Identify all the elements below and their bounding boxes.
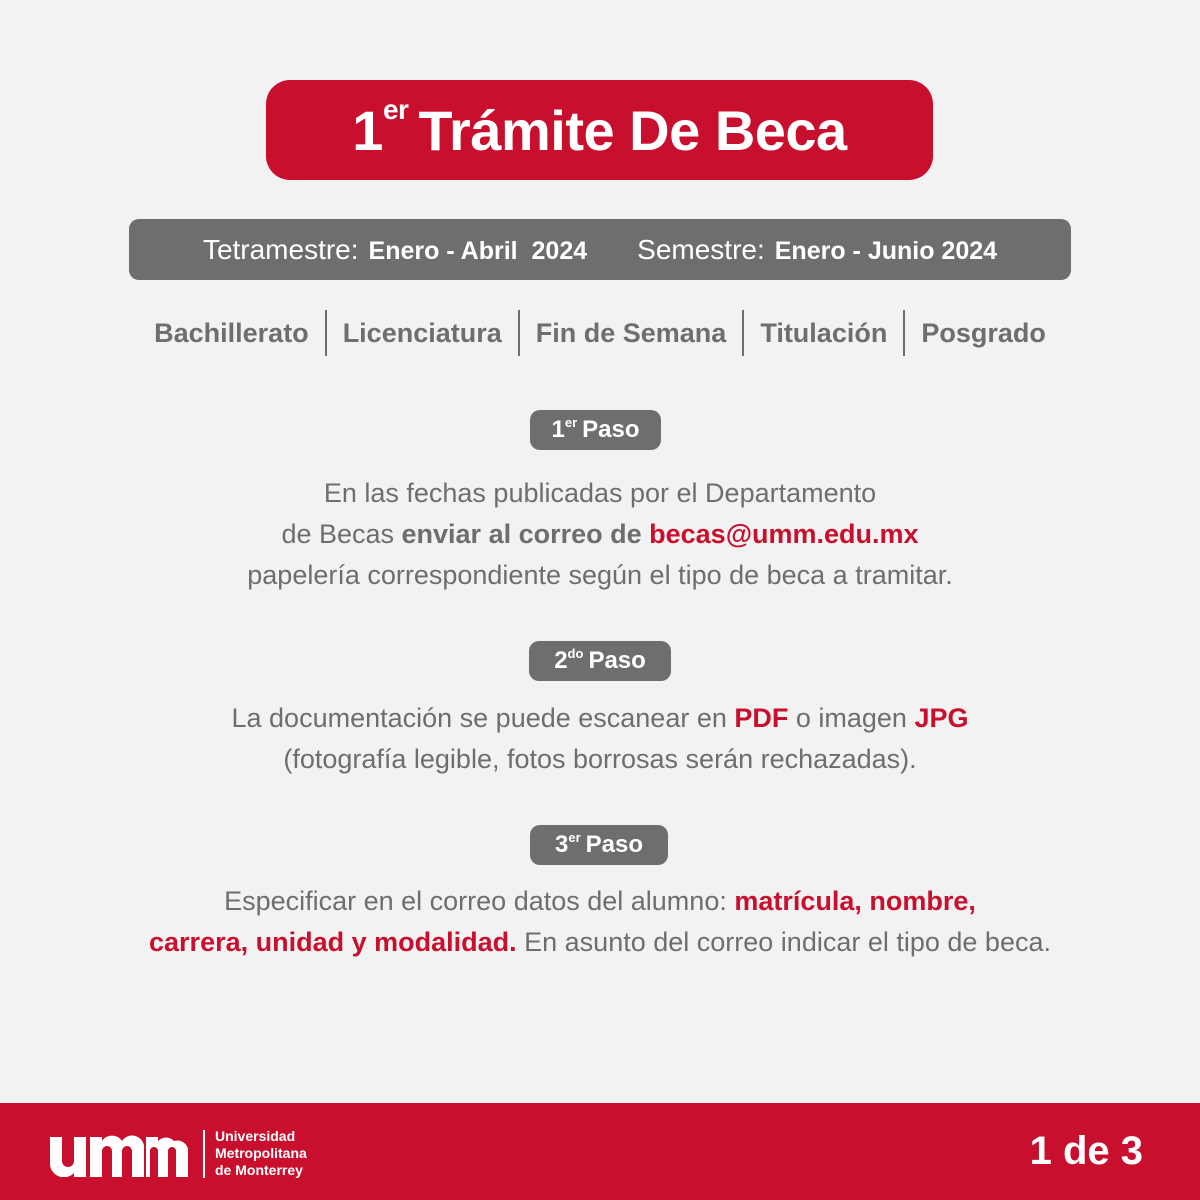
- text-plain: Especificar en el correo datos del alumno:: [224, 886, 735, 916]
- text-highlight: matrícula, nombre,: [734, 886, 976, 916]
- period-tetramestre: [203, 234, 587, 266]
- text-highlight: carrera, unidad y modalidad.: [149, 927, 517, 957]
- step-1-badge: [530, 410, 661, 450]
- academic-levels: [95, 310, 1105, 356]
- university-name-line: Metropolitana: [215, 1145, 307, 1161]
- step-label: Paso: [588, 647, 646, 674]
- step-1-line-3: papelería correspondiente según el tipo de beca a tramitar.: [247, 560, 953, 590]
- title-number: 1: [352, 98, 383, 162]
- step-number: 1: [551, 416, 565, 443]
- step-2-line-1: [40, 698, 1160, 739]
- step-label: Paso: [582, 416, 640, 443]
- period-value: Enero - Junio 2024: [774, 236, 998, 265]
- step-ordinal: er: [564, 414, 578, 430]
- page-indicator: 1 de 3: [1029, 1129, 1143, 1173]
- title-text: Trámite De Beca: [418, 98, 847, 162]
- period-bar: [129, 219, 1071, 280]
- step-3-badge: [530, 825, 668, 865]
- step-number: 2: [554, 647, 568, 674]
- text-plain: de Becas: [281, 519, 402, 549]
- level-fin-de-semana: Fin de Semana: [535, 317, 727, 348]
- step-1-text: [40, 473, 1160, 596]
- title-ordinal: er: [382, 94, 409, 125]
- period-label: Tetramestre:: [202, 233, 359, 265]
- page-title: [266, 80, 933, 180]
- step-3-line-1: [40, 881, 1160, 922]
- step-2-text: [40, 698, 1160, 780]
- step-2-line-2: (fotografía legible, fotos borrosas serán rechazadas).: [283, 744, 917, 774]
- step-2-badge: [529, 641, 671, 681]
- period-semestre: [637, 234, 997, 266]
- step-1-line-1: En las fechas publicadas por el Departamento: [323, 478, 877, 508]
- logo-divider: [203, 1130, 205, 1178]
- email-address[interactable]: becas@umm.edu.mx: [649, 519, 919, 549]
- footer-bar: [0, 1103, 1200, 1200]
- text-plain: En asunto del correo indicar el tipo de beca.: [516, 927, 1051, 957]
- text-plain: o imagen: [788, 703, 915, 733]
- step-number: 3: [554, 831, 569, 858]
- university-name-line: de Monterrey: [215, 1162, 303, 1178]
- level-licenciatura: Licenciatura: [342, 317, 502, 348]
- step-ordinal: er: [568, 829, 581, 845]
- format-jpg: JPG: [914, 703, 969, 733]
- university-name: [215, 1128, 307, 1179]
- text-plain: La documentación se puede escanear en: [231, 703, 735, 733]
- step-1-line-2: [40, 514, 1160, 555]
- format-pdf: PDF: [734, 703, 789, 733]
- university-name-line: Universidad: [215, 1128, 296, 1144]
- step-label: Paso: [585, 831, 644, 858]
- step-ordinal: do: [567, 645, 584, 661]
- period-value: Enero - Abril 2024: [368, 236, 588, 265]
- period-label: Semestre:: [637, 233, 765, 265]
- text-bold: enviar al correo de: [401, 519, 650, 549]
- umm-logo-icon: [50, 1127, 188, 1177]
- step-3-text: [40, 881, 1160, 963]
- step-3-line-2: [40, 922, 1160, 963]
- level-posgrado: Posgrado: [921, 317, 1046, 348]
- level-bachillerato: Bachillerato: [154, 317, 309, 348]
- level-titulacion: Titulación: [760, 317, 888, 348]
